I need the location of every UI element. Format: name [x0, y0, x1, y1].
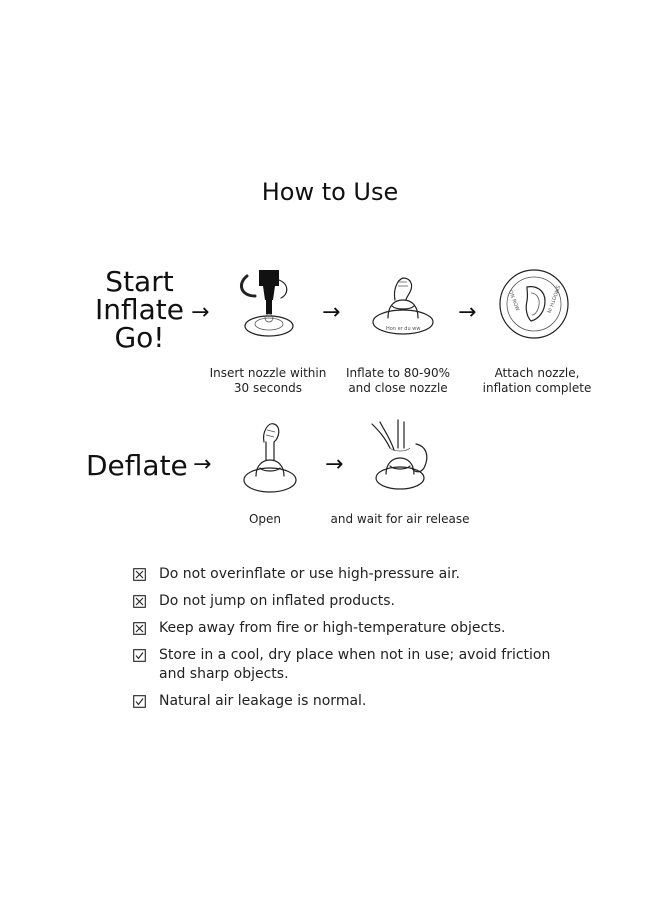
inflate-arrow-1: → [191, 300, 210, 325]
inflate-step-1-caption-line-1: Insert nozzle within [209, 366, 327, 380]
start-label-line-3: Go! [114, 321, 165, 354]
note-text: Store in a cool, dry place when not in use; avoid friction and sharp objects. [159, 647, 551, 682]
valve-closed-top-illustration [497, 267, 571, 341]
svg-text:ON ROW: ON ROW [507, 289, 521, 313]
note-text: Natural air leakage is normal. [159, 693, 367, 709]
inflate-step-2-caption [338, 366, 458, 396]
deflate-label: Deflate [86, 449, 188, 482]
deflate-step-2-caption: and wait for air release [330, 512, 470, 526]
valve-inflate-illustration [368, 270, 438, 338]
start-label-line-2: Inflate [94, 293, 184, 326]
valve-open-illustration [238, 418, 302, 496]
deflate-arrow-2: → [325, 452, 344, 477]
deflate-arrow-1: → [193, 452, 212, 477]
inflate-step-3-caption [472, 366, 602, 396]
checked-box-icon [133, 695, 146, 708]
note-text: Do not jump on inflated products. [159, 593, 395, 609]
crossed-box-icon [133, 568, 146, 581]
inflate-step-1-caption-line-2: 30 seconds [233, 381, 303, 395]
note-text: Keep away from fire or high-temperature objects. [159, 620, 506, 636]
inflate-step-2-caption-line-1: Inflate to 80-90% [345, 366, 451, 380]
deflate-step-1-caption: Open [248, 512, 282, 526]
checked-box-icon [133, 649, 146, 662]
crossed-box-icon [133, 622, 146, 635]
pump-nozzle-insert-illustration [233, 266, 303, 344]
svg-text:SMOOTH IN: SMOOTH IN [545, 284, 561, 314]
crossed-box-icon [133, 595, 146, 608]
inflate-step-3-caption-line-1: Attach nozzle, [494, 366, 580, 380]
start-inflate-label [92, 265, 187, 354]
page-title: How to Use [261, 178, 399, 206]
inflate-arrow-2: → [322, 300, 341, 325]
start-label-line-1: Start [105, 265, 174, 298]
inflate-step-1-caption [203, 366, 333, 396]
usage-notes-list [133, 565, 573, 719]
note-text: Do not overinflate or use high-pressure air. [159, 566, 460, 582]
note-item [133, 619, 573, 638]
note-item [133, 692, 573, 711]
note-item [133, 592, 573, 611]
note-item [133, 646, 573, 684]
svg-text:Hon er du ww: Hon er du ww [386, 326, 421, 332]
inflate-arrow-3: → [458, 300, 477, 325]
inflate-step-2-caption-line-2: and close nozzle [348, 381, 448, 395]
inflate-step-3-caption-line-2: inflation complete [482, 381, 592, 395]
valve-release-illustration [368, 418, 440, 496]
note-item [133, 565, 573, 584]
